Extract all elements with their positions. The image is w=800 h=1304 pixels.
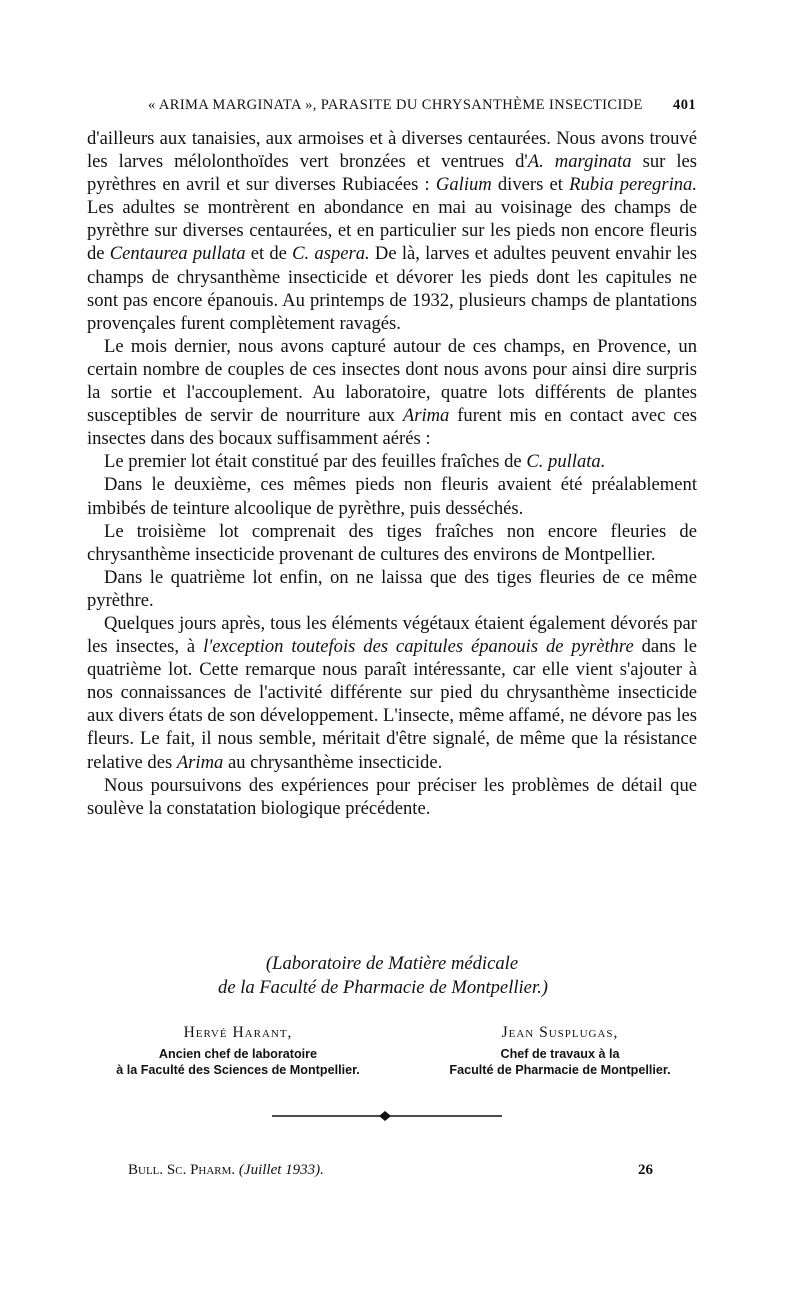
species-name: A. marginata bbox=[527, 151, 632, 173]
species-name: C. aspera. bbox=[292, 243, 370, 265]
paragraph: Dans le deuxième, ces mêmes pieds non fleuris avaient été préalablement imbibés de teinture alcoolique de pyrèthre, puis desséchés. bbox=[87, 474, 697, 519]
author-role: Ancien chef de laboratoire bbox=[158, 1047, 318, 1061]
author-name: Jean Susplugas, bbox=[501, 1024, 619, 1041]
diamond-icon bbox=[379, 1111, 391, 1121]
paragraph: d'ailleurs aux tanaisies, aux armoises et à diverses centaurées. Nous avons trouvé les larves mélolonthoïdes vert bronzées et ventrues d'A. marginata sur les pyrèthres en avril et sur diverses Rubiacées : Galium divers et Rubia peregrina. Les adultes se montrèrent en abondance en mai au voisinage des champs de pyrèthre sur diverses centaurées, et en particulier sur les pieds non encore fleuris de Centaurea pullata et de C. aspera. De là, larves et adultes peuvent envahir les champs de chrysanthème insecticide et dévorer les pieds dont les capitules ne sont pas encore épanouis. Au printemps de 1932, plusieurs champs de plantations provençales furent complètement ravagés. bbox=[87, 128, 698, 334]
species-name: Arima bbox=[402, 405, 450, 427]
affiliation-line: (Laboratoire de Matière médicale bbox=[265, 953, 519, 974]
signature-number: 26 bbox=[638, 1162, 653, 1178]
paragraph: Le mois dernier, nous avons capturé autour de ces champs, en Provence, un certain nombre de couples de ces insectes dont nous avons pour ainsi dire surpris la sortie et l'accouplement. Au laboratoire, quatre lots différents de plantes susceptibles de servir de nourriture aux Arima furent mis en contact avec ces insectes dans des bocaux suffisamment aérés : bbox=[87, 335, 698, 450]
species-name: Rubia peregrina. bbox=[569, 174, 697, 196]
emphasis: l'exception toutefois des capitules épanouis de pyrèthre bbox=[203, 636, 634, 658]
paragraph: Le troisième lot comprenait des tiges fraîches non encore fleuries de chrysanthème insecticide provenant de cultures des environs de Montpellier. bbox=[87, 520, 697, 565]
author-block bbox=[400, 1024, 720, 1078]
species-name: Arima bbox=[176, 751, 224, 773]
author-name: Hervé Harant, bbox=[183, 1024, 293, 1041]
species-name: Galium bbox=[435, 174, 492, 196]
author-role: à la Faculté des Sciences de Montpellier. bbox=[116, 1063, 360, 1077]
paragraph: Dans le quatrième lot enfin, on ne laissa que des tiges fleuries de ce même pyrèthre. bbox=[87, 566, 697, 611]
affiliation-line: de la Faculté de Pharmacie de Montpellier.) bbox=[218, 977, 548, 998]
section-divider-ornament bbox=[272, 1111, 502, 1121]
laboratory-affiliation bbox=[87, 952, 697, 1000]
species-name: C. pullata. bbox=[526, 451, 606, 473]
author-role: Chef de travaux à la bbox=[500, 1047, 620, 1061]
journal-reference: Bull. Sc. Pharm. (Juillet 1933). bbox=[128, 1162, 324, 1178]
paragraph: Nous poursuivons des expériences pour préciser les problèmes de détail que soulève la constatation biologique précédente. bbox=[87, 774, 697, 819]
paragraph: Le premier lot était constitué par des feuilles fraîches de C. pullata. bbox=[104, 451, 606, 473]
author-role: Faculté de Pharmacie de Montpellier. bbox=[449, 1063, 671, 1077]
running-title: « ARIMA MARGINATA », PARASITE DU CHRYSANTHÈME INSECTICIDE bbox=[148, 97, 643, 113]
paragraph: Quelques jours après, tous les éléments végétaux étaient également dévorés par les insectes, à l'exception toutefois des capitules épanouis de pyrèthre dans le quatrième lot. Cette remarque nous paraît intéressante, car elle vient s'ajouter à nos connaissances de l'activité différente sur pied du chrysanthème insecticide aux divers états de son développement. L'insecte, même affamé, ne dévore pas les fleurs. Le fait, il nous semble, méritait d'être signalé, de même que la résistance relative des Arima au chrysanthème insecticide. bbox=[87, 612, 697, 773]
page-number: 401 bbox=[673, 97, 696, 113]
author-block bbox=[78, 1024, 398, 1078]
body-text bbox=[87, 127, 697, 820]
species-name: Centaurea pullata bbox=[109, 243, 246, 265]
